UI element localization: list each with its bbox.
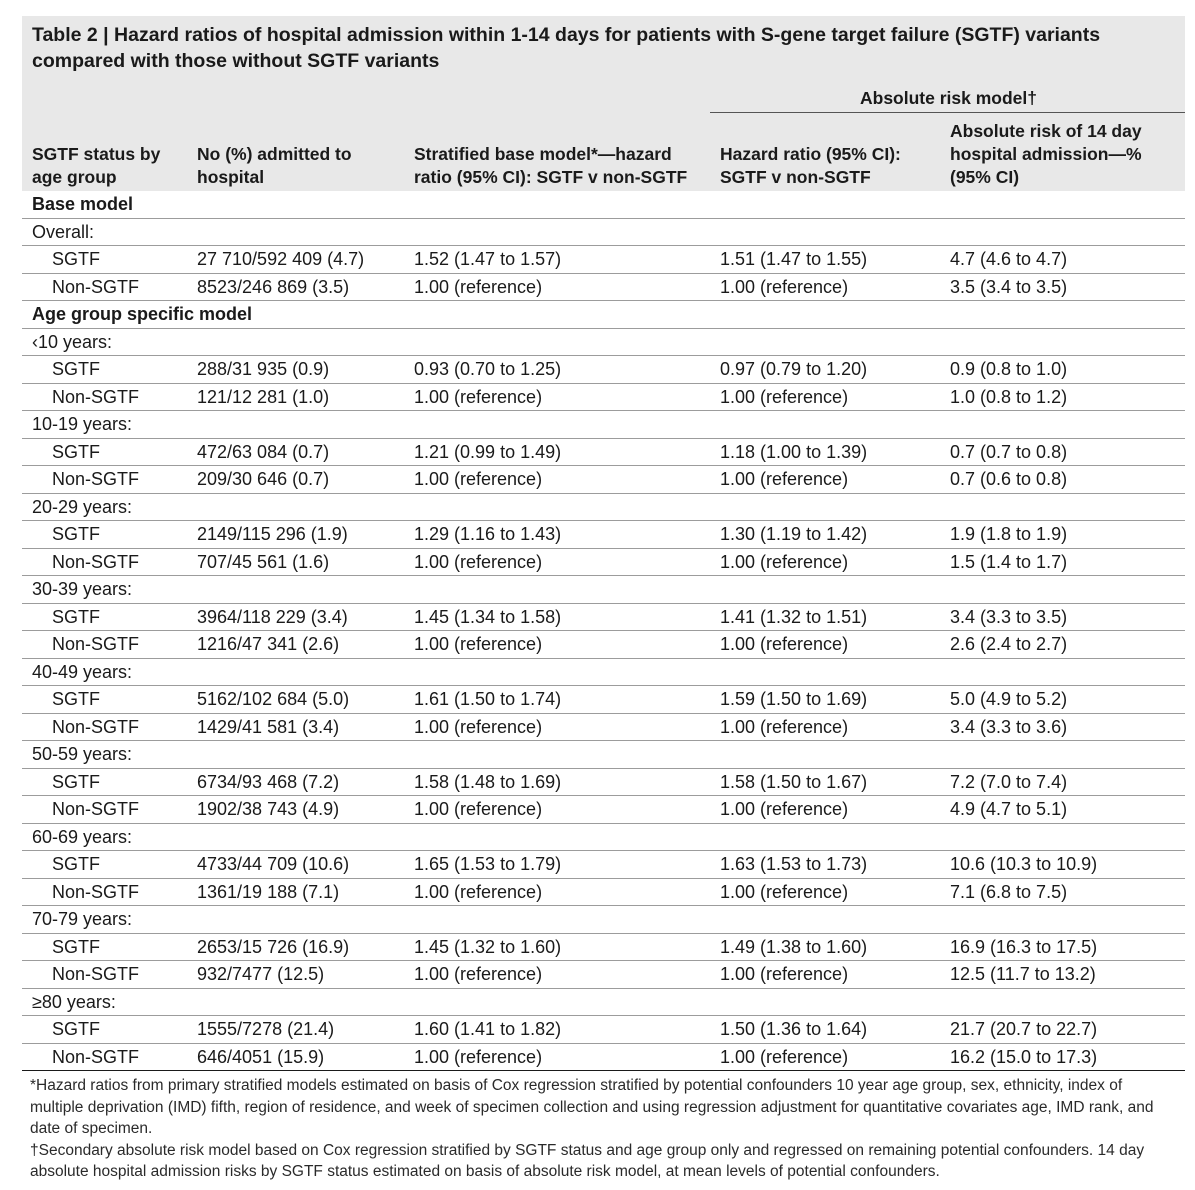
absolute-risk-cell: 3.4 (3.3 to 3.5) (940, 603, 1185, 631)
admitted-cell: 2653/15 726 (16.9) (187, 933, 404, 961)
hazard-ratio-cell: 1.58 (1.50 to 1.67) (710, 768, 940, 796)
base-hazard-ratio-cell: 1.45 (1.34 to 1.58) (404, 603, 710, 631)
table-row (22, 548, 1185, 576)
admitted-cell: 707/45 561 (1.6) (187, 548, 404, 576)
table-figure (22, 16, 1185, 1183)
base-hazard-ratio-cell: 0.93 (0.70 to 1.25) (404, 356, 710, 384)
table-row (22, 631, 1185, 659)
hazard-ratio-cell: 1.49 (1.38 to 1.60) (710, 933, 940, 961)
table-title: Table 2 | Hazard ratios of hospital admission within 1-14 days for patients with S-gene target failure (SGTF) variants compared with those without SGTF variants (32, 24, 1101, 72)
admitted-cell: 27 710/592 409 (4.7) (187, 246, 404, 274)
hazard-ratio-cell: 1.63 (1.53 to 1.73) (710, 851, 940, 879)
base-hazard-ratio-cell: 1.00 (reference) (404, 383, 710, 411)
admitted-cell: 646/4051 (15.9) (187, 1043, 404, 1071)
base-hazard-ratio-cell: 1.00 (reference) (404, 273, 710, 301)
absolute-risk-cell: 1.5 (1.4 to 1.7) (940, 548, 1185, 576)
status-cell: Non-SGTF (22, 383, 187, 411)
base-hazard-ratio-cell: 1.00 (reference) (404, 548, 710, 576)
table-row (22, 851, 1185, 879)
admitted-cell: 4733/44 709 (10.6) (187, 851, 404, 879)
group-label: ‹10 years: (22, 328, 1185, 356)
base-hazard-ratio-cell: 1.29 (1.16 to 1.43) (404, 521, 710, 549)
admitted-cell: 288/31 935 (0.9) (187, 356, 404, 384)
table-row (22, 383, 1185, 411)
absolute-risk-cell: 16.2 (15.0 to 17.3) (940, 1043, 1185, 1071)
table-row (22, 603, 1185, 631)
base-hazard-ratio-cell: 1.60 (1.41 to 1.82) (404, 1016, 710, 1044)
header-spacer (22, 80, 710, 113)
admitted-cell: 1429/41 581 (3.4) (187, 713, 404, 741)
absolute-risk-cell: 1.9 (1.8 to 1.9) (940, 521, 1185, 549)
table-row (22, 466, 1185, 494)
header-stratified-base-model: Stratified base model*—hazard ratio (95% CI): SGTF v non-SGTF (404, 113, 710, 192)
status-cell: SGTF (22, 768, 187, 796)
admitted-cell: 472/63 084 (0.7) (187, 438, 404, 466)
absolute-risk-cell: 3.5 (3.4 to 3.5) (940, 273, 1185, 301)
header-admitted: No (%) admitted to hospital (187, 113, 404, 192)
admitted-cell: 2149/115 296 (1.9) (187, 521, 404, 549)
status-cell: SGTF (22, 851, 187, 879)
status-cell: Non-SGTF (22, 796, 187, 824)
admitted-cell: 1216/47 341 (2.6) (187, 631, 404, 659)
age-group-row (22, 906, 1185, 934)
base-hazard-ratio-cell: 1.00 (reference) (404, 796, 710, 824)
admitted-cell: 932/7477 (12.5) (187, 961, 404, 989)
absolute-risk-cell: 16.9 (16.3 to 17.5) (940, 933, 1185, 961)
table-title-block (22, 16, 1185, 80)
base-hazard-ratio-cell: 1.45 (1.32 to 1.60) (404, 933, 710, 961)
hazard-ratio-cell: 1.00 (reference) (710, 631, 940, 659)
absolute-risk-cell: 4.7 (4.6 to 4.7) (940, 246, 1185, 274)
hazard-ratio-cell: 1.00 (reference) (710, 273, 940, 301)
absolute-risk-cell: 0.7 (0.6 to 0.8) (940, 466, 1185, 494)
status-cell: SGTF (22, 438, 187, 466)
base-hazard-ratio-cell: 1.00 (reference) (404, 1043, 710, 1071)
table-row (22, 796, 1185, 824)
table-row (22, 713, 1185, 741)
admitted-cell: 1555/7278 (21.4) (187, 1016, 404, 1044)
absolute-risk-cell: 1.0 (0.8 to 1.2) (940, 383, 1185, 411)
status-cell: Non-SGTF (22, 273, 187, 301)
hazard-ratio-cell: 0.97 (0.79 to 1.20) (710, 356, 940, 384)
age-group-row (22, 218, 1185, 246)
status-cell: Non-SGTF (22, 548, 187, 576)
base-hazard-ratio-cell: 1.00 (reference) (404, 878, 710, 906)
table-row (22, 438, 1185, 466)
admitted-cell: 1902/38 743 (4.9) (187, 796, 404, 824)
absolute-risk-cell: 4.9 (4.7 to 5.1) (940, 796, 1185, 824)
base-hazard-ratio-cell: 1.21 (0.99 to 1.49) (404, 438, 710, 466)
status-cell: Non-SGTF (22, 961, 187, 989)
results-table (22, 80, 1185, 1071)
hazard-ratio-cell: 1.51 (1.47 to 1.55) (710, 246, 940, 274)
admitted-cell: 3964/118 229 (3.4) (187, 603, 404, 631)
status-cell: Non-SGTF (22, 878, 187, 906)
hazard-ratio-cell: 1.30 (1.19 to 1.42) (710, 521, 940, 549)
status-cell: SGTF (22, 246, 187, 274)
table-row (22, 246, 1185, 274)
header-hazard-ratio: Hazard ratio (95% CI): SGTF v non-SGTF (710, 113, 940, 192)
group-label: 20-29 years: (22, 493, 1185, 521)
age-group-row (22, 493, 1185, 521)
footnotes (22, 1071, 1185, 1183)
age-group-row (22, 328, 1185, 356)
status-cell: SGTF (22, 686, 187, 714)
absolute-risk-cell: 21.7 (20.7 to 22.7) (940, 1016, 1185, 1044)
hazard-ratio-cell: 1.00 (reference) (710, 466, 940, 494)
table-row (22, 1016, 1185, 1044)
hazard-ratio-cell: 1.18 (1.00 to 1.39) (710, 438, 940, 466)
table-row (22, 273, 1185, 301)
hazard-ratio-cell: 1.50 (1.36 to 1.64) (710, 1016, 940, 1044)
status-cell: SGTF (22, 1016, 187, 1044)
age-group-row (22, 658, 1185, 686)
status-cell: SGTF (22, 933, 187, 961)
group-label: 40-49 years: (22, 658, 1185, 686)
absolute-risk-cell: 2.6 (2.4 to 2.7) (940, 631, 1185, 659)
hazard-ratio-cell: 1.00 (reference) (710, 1043, 940, 1071)
hazard-ratio-cell: 1.00 (reference) (710, 796, 940, 824)
hazard-ratio-cell: 1.00 (reference) (710, 961, 940, 989)
status-cell: SGTF (22, 521, 187, 549)
base-hazard-ratio-cell: 1.00 (reference) (404, 631, 710, 659)
base-hazard-ratio-cell: 1.00 (reference) (404, 466, 710, 494)
group-label: ≥80 years: (22, 988, 1185, 1016)
base-hazard-ratio-cell: 1.52 (1.47 to 1.57) (404, 246, 710, 274)
base-hazard-ratio-cell: 1.00 (reference) (404, 713, 710, 741)
status-cell: Non-SGTF (22, 631, 187, 659)
age-group-row (22, 823, 1185, 851)
group-label: 30-39 years: (22, 576, 1185, 604)
hazard-ratio-cell: 1.59 (1.50 to 1.69) (710, 686, 940, 714)
hazard-ratio-cell: 1.41 (1.32 to 1.51) (710, 603, 940, 631)
footnote-absolute-risk: †Secondary absolute risk model based on Cox regression stratified by SGTF status and age group only and regressed on remaining potential confounders. 14 day absolute hospital admission risks by SGTF status estimated on basis of absolute risk model, at mean levels of potential confounders. (30, 1141, 1145, 1180)
hazard-ratio-cell: 1.00 (reference) (710, 383, 940, 411)
status-cell: SGTF (22, 356, 187, 384)
absolute-risk-cell: 7.2 (7.0 to 7.4) (940, 768, 1185, 796)
table-row (22, 521, 1185, 549)
absolute-risk-cell: 3.4 (3.3 to 3.6) (940, 713, 1185, 741)
header-absolute-risk-model: Absolute risk model† (710, 80, 1185, 113)
hazard-ratio-cell: 1.00 (reference) (710, 713, 940, 741)
age-group-row (22, 576, 1185, 604)
status-cell: Non-SGTF (22, 466, 187, 494)
header-sgtf-status: SGTF status by age group (22, 113, 187, 192)
absolute-risk-cell: 10.6 (10.3 to 10.9) (940, 851, 1185, 879)
admitted-cell: 209/30 646 (0.7) (187, 466, 404, 494)
admitted-cell: 5162/102 684 (5.0) (187, 686, 404, 714)
admitted-cell: 6734/93 468 (7.2) (187, 768, 404, 796)
section-row (22, 301, 1185, 329)
absolute-risk-cell: 5.0 (4.9 to 5.2) (940, 686, 1185, 714)
status-cell: Non-SGTF (22, 1043, 187, 1071)
group-label: 50-59 years: (22, 741, 1185, 769)
absolute-risk-cell: 0.9 (0.8 to 1.0) (940, 356, 1185, 384)
status-cell: SGTF (22, 603, 187, 631)
age-group-row (22, 988, 1185, 1016)
footnote-stratified: *Hazard ratios from primary stratified models estimated on basis of Cox regression stratified by potential confounders 10 year age group, sex, ethnicity, index of multiple deprivation (IMD) fifth, region of residence, and week of specimen collection and using regression adjustment for quantitative covariates age, IMD rank, and date of specimen. (30, 1077, 1154, 1137)
group-label: 60-69 years: (22, 823, 1185, 851)
base-hazard-ratio-cell: 1.58 (1.48 to 1.69) (404, 768, 710, 796)
base-hazard-ratio-cell: 1.65 (1.53 to 1.79) (404, 851, 710, 879)
admitted-cell: 8523/246 869 (3.5) (187, 273, 404, 301)
section-label: Base model (22, 191, 1185, 218)
group-label: 10-19 years: (22, 411, 1185, 439)
hazard-ratio-cell: 1.00 (reference) (710, 878, 940, 906)
table-row (22, 961, 1185, 989)
age-group-row (22, 411, 1185, 439)
admitted-cell: 1361/19 188 (7.1) (187, 878, 404, 906)
group-label: Overall: (22, 218, 1185, 246)
table-row (22, 1043, 1185, 1071)
absolute-risk-cell: 0.7 (0.7 to 0.8) (940, 438, 1185, 466)
hazard-ratio-cell: 1.00 (reference) (710, 548, 940, 576)
header-absolute-risk: Absolute risk of 14 day hospital admission—% (95% CI) (940, 113, 1185, 192)
section-label: Age group specific model (22, 301, 1185, 329)
absolute-risk-cell: 12.5 (11.7 to 13.2) (940, 961, 1185, 989)
section-row (22, 191, 1185, 218)
table-body (22, 191, 1185, 1071)
table-row (22, 878, 1185, 906)
table-row (22, 356, 1185, 384)
table-row (22, 933, 1185, 961)
status-cell: Non-SGTF (22, 713, 187, 741)
table-row (22, 686, 1185, 714)
base-hazard-ratio-cell: 1.00 (reference) (404, 961, 710, 989)
absolute-risk-cell: 7.1 (6.8 to 7.5) (940, 878, 1185, 906)
table-header (22, 80, 1185, 191)
age-group-row (22, 741, 1185, 769)
table-row (22, 768, 1185, 796)
admitted-cell: 121/12 281 (1.0) (187, 383, 404, 411)
group-label: 70-79 years: (22, 906, 1185, 934)
base-hazard-ratio-cell: 1.61 (1.50 to 1.74) (404, 686, 710, 714)
